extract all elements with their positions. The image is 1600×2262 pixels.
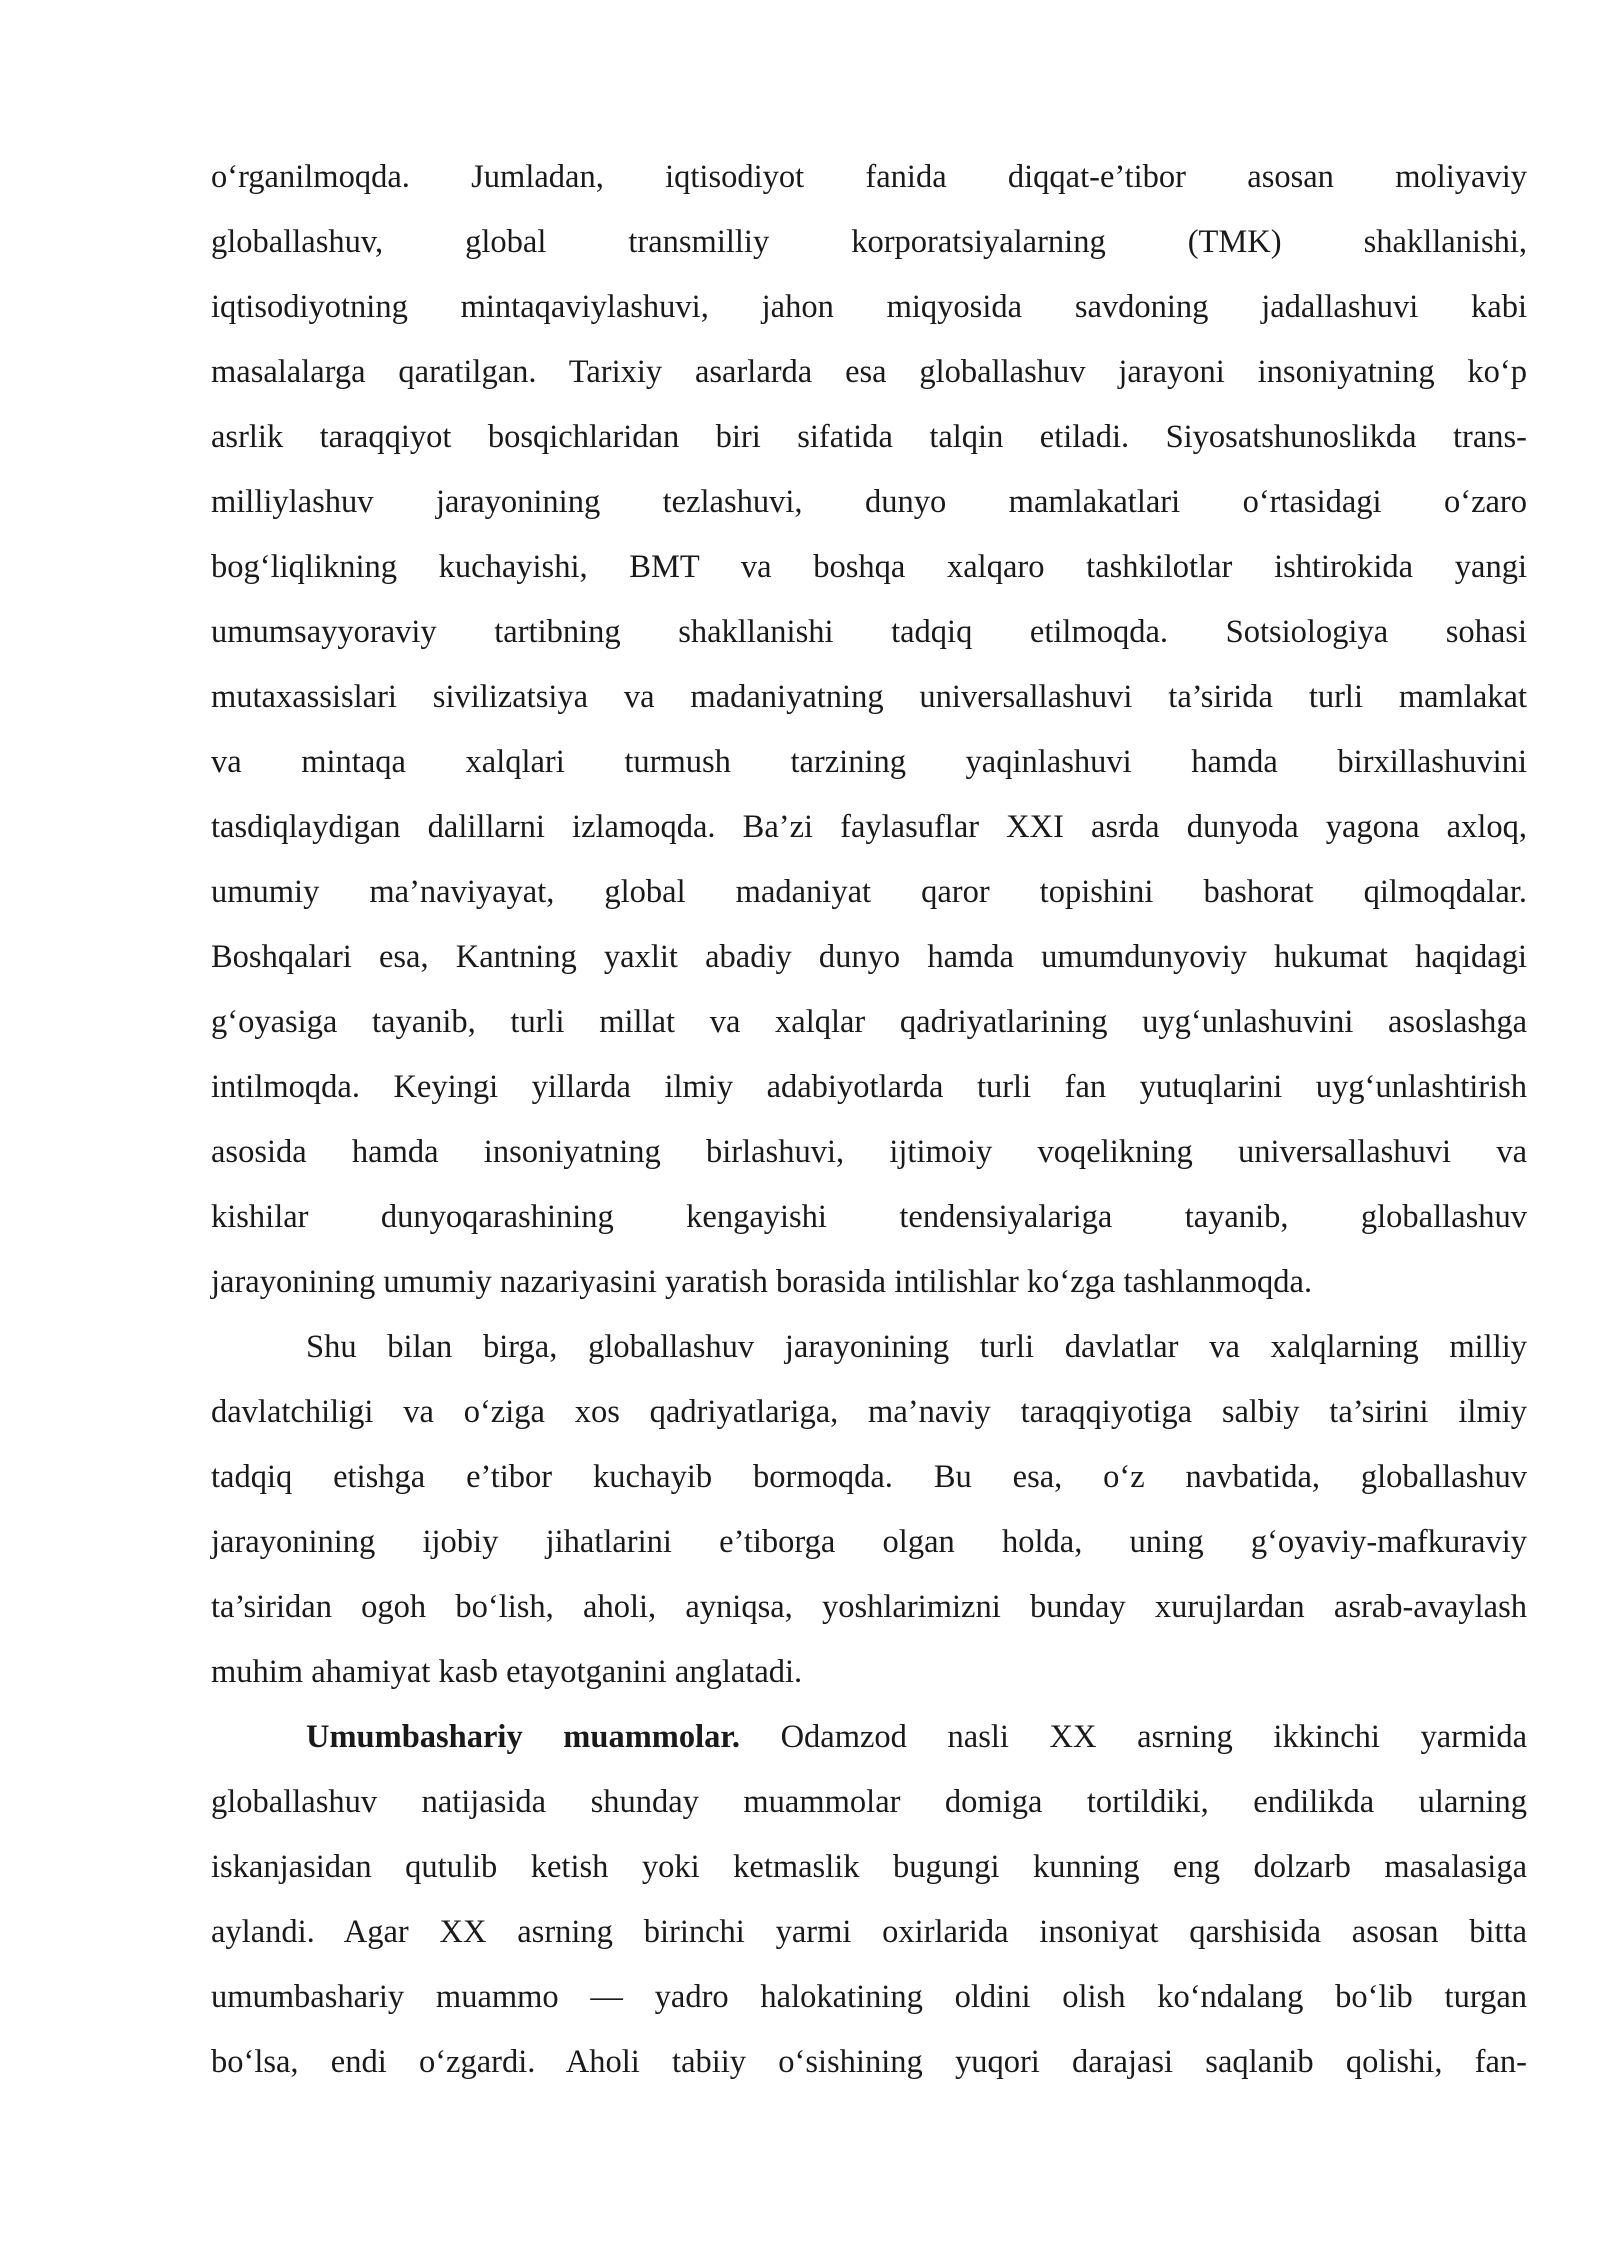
- paragraph-3: [211, 1705, 1527, 2095]
- text-line: tasdiqlaydigan dalillarni izlamoqda. Ba’zi faylasuflar XXI asrda dunyoda yagona axloq,: [211, 809, 1527, 845]
- text-line: asrlik taraqqiyot bosqichlaridan biri sifatida talqin etiladi. Siyosatshunoslikda trans-: [211, 419, 1527, 455]
- text-line: davlatchiligi va o‘ziga xos qadriyatlariga, ma’naviy taraqqiyotiga salbiy ta’sirini ilmiy: [211, 1394, 1527, 1430]
- text-line: aylandi. Agar XX asrning birinchi yarmi oxirlarida insoniyat qarshisida asosan bitta: [211, 1914, 1527, 1950]
- text-line: Shu bilan birga, globallashuv jarayonining turli davlatlar va xalqlarning milliy: [306, 1329, 1527, 1365]
- text-line: va mintaqa xalqlari turmush tarzining yaqinlashuvi hamda birxillashuvini: [211, 744, 1527, 780]
- text-line: iqtisodiyotning mintaqaviylashuvi, jahon miqyosida savdoning jadallashuvi kabi: [211, 289, 1527, 325]
- text-line: jarayonining umumiy nazariyasini yaratish borasida intilishlar ko‘zga tashlanmoqda.: [211, 1264, 1313, 1300]
- text-line: bog‘liqlikning kuchayishi, BMT va boshqa xalqaro tashkilotlar ishtirokida yangi: [211, 549, 1527, 585]
- paragraph-1: [211, 145, 1527, 1315]
- text-line: intilmoqda. Keyingi yillarda ilmiy adabiyotlarda turli fan yutuqlarini uyg‘unlashtirish: [211, 1069, 1527, 1105]
- text-line: globallashuv natijasida shunday muammolar domiga tortildiki, endilikda ularning: [211, 1784, 1527, 1820]
- section-heading: Umumbashariy muammolar.: [306, 1719, 740, 1755]
- text-line: umumiy ma’naviyayat, global madaniyat qaror topishini bashorat qilmoqdalar.: [211, 874, 1527, 910]
- text-line: jarayonining ijobiy jihatlarini e’tiborga olgan holda, uning g‘oyaviy-mafkuraviy: [211, 1524, 1527, 1560]
- heading-line-rest: Odamzod nasli XX asrning ikkinchi yarmida: [739, 1719, 1527, 1755]
- text-line: umumsayyoraviy tartibning shakllanishi tadqiq etilmoqda. Sotsiologiya sohasi: [211, 614, 1527, 650]
- text-line: [211, 1705, 1527, 1770]
- text-line: muhim ahamiyat kasb etayotganini anglatadi.: [211, 1654, 803, 1690]
- text-line: Boshqalari esa, Kantning yaxlit abadiy dunyo hamda umumdunyoviy hukumat haqidagi: [211, 939, 1527, 975]
- text-line: umumbashariy muammo — yadro halokatining oldini olish ko‘ndalang bo‘lib turgan: [211, 1979, 1527, 2015]
- text-line: milliylashuv jarayonining tezlashuvi, dunyo mamlakatlari o‘rtasidagi o‘zaro: [211, 484, 1527, 520]
- text-line: mutaxassislari sivilizatsiya va madaniyatning universallashuvi ta’sirida turli mamlakat: [211, 679, 1527, 715]
- text-line: masalalarga qaratilgan. Tarixiy asarlarda esa globallashuv jarayoni insoniyatning ko‘p: [211, 354, 1527, 390]
- text-line: bo‘lsa, endi o‘zgardi. Aholi tabiiy o‘sishining yuqori darajasi saqlanib qolishi, fan-: [211, 2044, 1527, 2080]
- text-line: globallashuv, global transmilliy korporatsiyalarning (TMK) shakllanishi,: [211, 224, 1527, 260]
- paragraph-2: [211, 1315, 1527, 1705]
- text-line: kishilar dunyoqarashining kengayishi tendensiyalariga tayanib, globallashuv: [211, 1199, 1527, 1235]
- text-line: tadqiq etishga e’tibor kuchayib bormoqda. Bu esa, o‘z navbatida, globallashuv: [211, 1459, 1527, 1495]
- text-line: ta’siridan ogoh bo‘lish, aholi, ayniqsa, yoshlarimizni bunday xurujlardan asrab-avaylash: [211, 1589, 1527, 1625]
- text-line: iskanjasidan qutulib ketish yoki ketmaslik bugungi kunning eng dolzarb masalasiga: [211, 1849, 1527, 1885]
- text-line: g‘oyasiga tayanib, turli millat va xalqlar qadriyatlarining uyg‘unlashuvini asoslashga: [211, 1004, 1527, 1040]
- text-line: o‘rganilmoqda. Jumladan, iqtisodiyot fanida diqqat-e’tibor asosan moliyaviy: [211, 159, 1527, 195]
- text-line: asosida hamda insoniyatning birlashuvi, ijtimoiy voqelikning universallashuvi va: [211, 1134, 1527, 1170]
- document-page: [211, 145, 1527, 2095]
